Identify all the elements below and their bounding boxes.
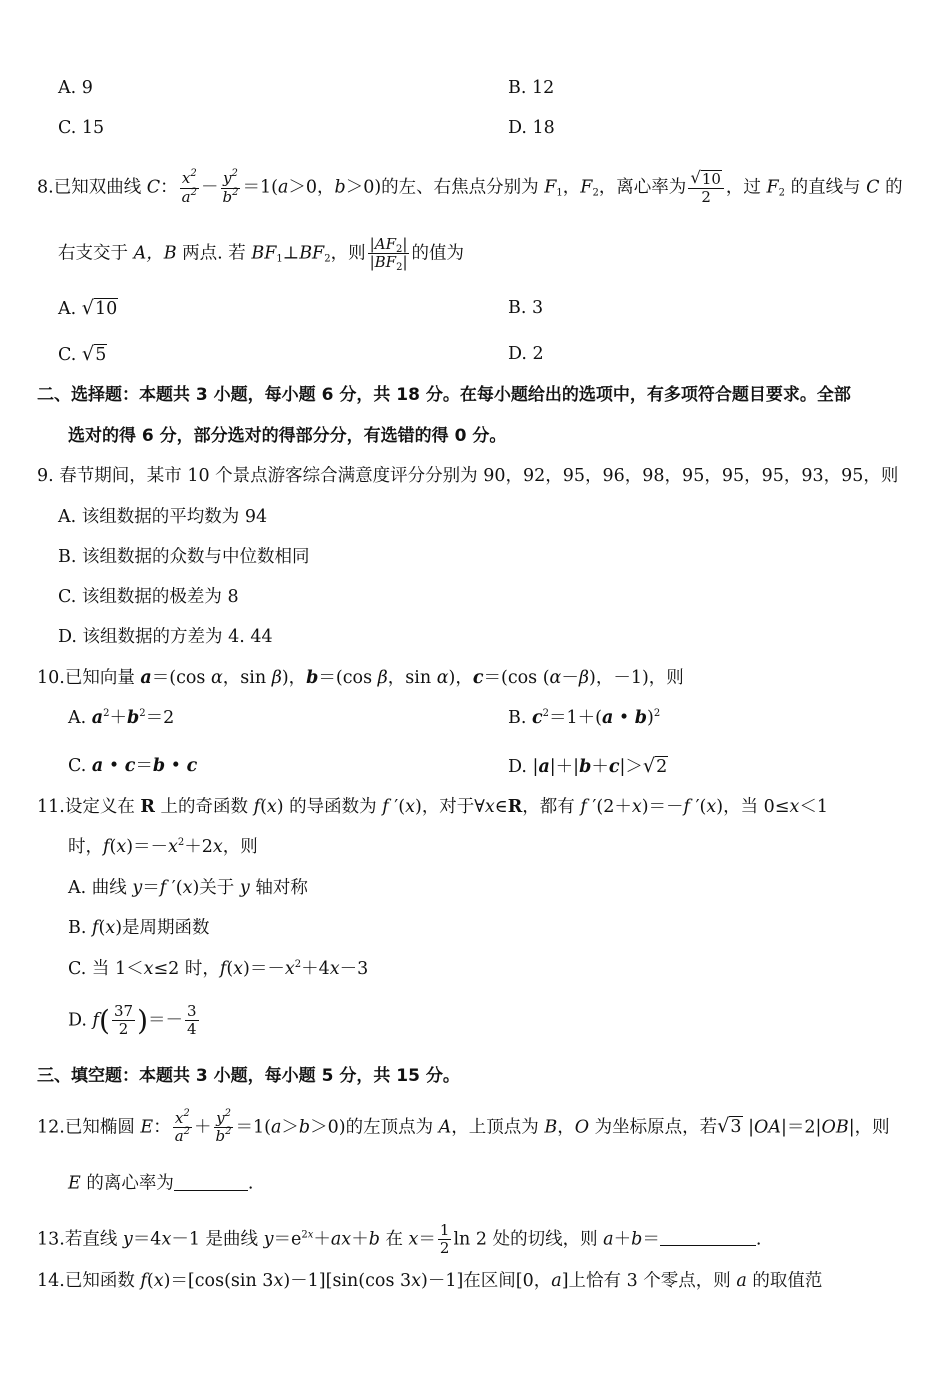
section2-heading-line1: 二、选择题：本题共 3 小题，每小题 6 分，共 18 分。在每小题给出的选项中，有多项符合题目要求。全部 [37, 385, 851, 405]
q10-stem: 10.已知向量 a＝(cos α，sin β)，b＝(cos β，sin α)，c＝(cos (α－β)，－1)，则 [37, 668, 684, 688]
q11-option-b: B. f(x)是周期函数 [68, 918, 210, 938]
q11-option-c: C. 当 1＜x≤2 时，$f(x)=-x^2+4x-3$ [68, 959, 369, 979]
q8-option-b: B. 3 [508, 298, 544, 318]
q8-option-c: C. √ 5 [58, 342, 107, 365]
q12-answer-blank[interactable] [174, 1172, 248, 1191]
q7-option-c: C. 15 [58, 118, 105, 138]
q11-option-a: A. 曲线 y＝f ′(x)关于 y 轴对称 [68, 878, 308, 898]
section3-heading: 三、填空题：本题共 3 小题，每小题 5 分，共 15 分。 [37, 1066, 460, 1086]
q11-stem-line2: 时，$f(x)=-x^2+2x$，则 [68, 837, 258, 857]
section2-heading-line2: 选对的得 6 分，部分选对的得部分分，有选错的得 0 分。 [68, 426, 507, 446]
q10-option-c: C. a • c＝b • c [68, 756, 198, 776]
q11-stem-line1: 11.设定义在 R 上的奇函数 f(x) 的导函数为 f ′(x)，对于∀x∈R，都有 f ′(2＋x)＝－f ′(x)，当 0≤x＜1 [37, 797, 828, 817]
q8-option-d: D. 2 [508, 344, 544, 364]
q12-stem-line2: E 的离心率为 . [68, 1173, 254, 1194]
q9-option-c: C. 该组数据的极差为 8 [58, 587, 239, 607]
q7-option-a: A. 9 [58, 78, 93, 98]
q10-option-a: A. $a^2+b^2=2$ [68, 708, 175, 728]
q13-answer-blank[interactable] [660, 1228, 756, 1247]
q10-option-d: D. |a|＋|b＋c|＞ √ 2 [508, 754, 668, 777]
q14-stem: 14.已知函数 f(x)＝[cos(sin 3x)－1][sin(cos 3x)－1]在区间[0，a]上恰有 3 个零点，则 a 的取值范 [37, 1271, 823, 1291]
q9-stem: 9. 春节期间，某市 10 个景点游客综合满意度评分分别为 90，92，95，96，98，95，95，95，93，95，则 [37, 466, 899, 486]
q9-option-b: B. 该组数据的众数与中位数相同 [58, 547, 310, 567]
q8-option-a: A. √ 10 [58, 296, 118, 319]
q12-stem-line1: 12.已知椭圆 E： $\frac{x^2}{a^2}$ ＋ $\frac{y^2}{b^2}$ ＝1(a＞b＞0)的左顶点为 A，上顶点为 B，O 为坐标原点，若 √ 3 |OA|＝2|OB|，则 [37, 1108, 890, 1146]
q8-stem-line1: 8.已知双曲线 C： $\frac{x^2}{a^2}$ － $\frac{y^2}{b^2}$ ＝1(a＞0，b＞0)的左、右焦点分别为 $F_1$，$F_2$，离心率为 √ 10 2 ，过 $F_2$ 的直线与 C 的 [37, 168, 903, 206]
q7-option-b: B. 12 [508, 78, 555, 98]
q13-stem: 13.若直线 y＝4x－1 是曲线 $y=e^{2x}+ax+b$ 在 x＝ $\frac{1}{2}$ ln 2 处的切线，则 a＋b＝ . [37, 1221, 762, 1258]
q9-option-a: A. 该组数据的平均数为 94 [58, 507, 268, 527]
q8-stem-line2: 右支交于 A，B 两点. 若 $BF_1\perp BF_2$，则 $\frac{|AF_2|}{|BF_2|}$ 的值为 [58, 235, 465, 274]
q11-option-d: D. f( $\frac{37}{2}$ )＝－ $\frac{3}{4}$ [68, 1002, 197, 1039]
q9-option-d: D. 该组数据的方差为 4. 44 [58, 627, 273, 647]
q10-option-b: B. $c^2=1+(a$ • b)$^2$ [508, 708, 661, 728]
q7-option-d: D. 18 [508, 118, 555, 138]
